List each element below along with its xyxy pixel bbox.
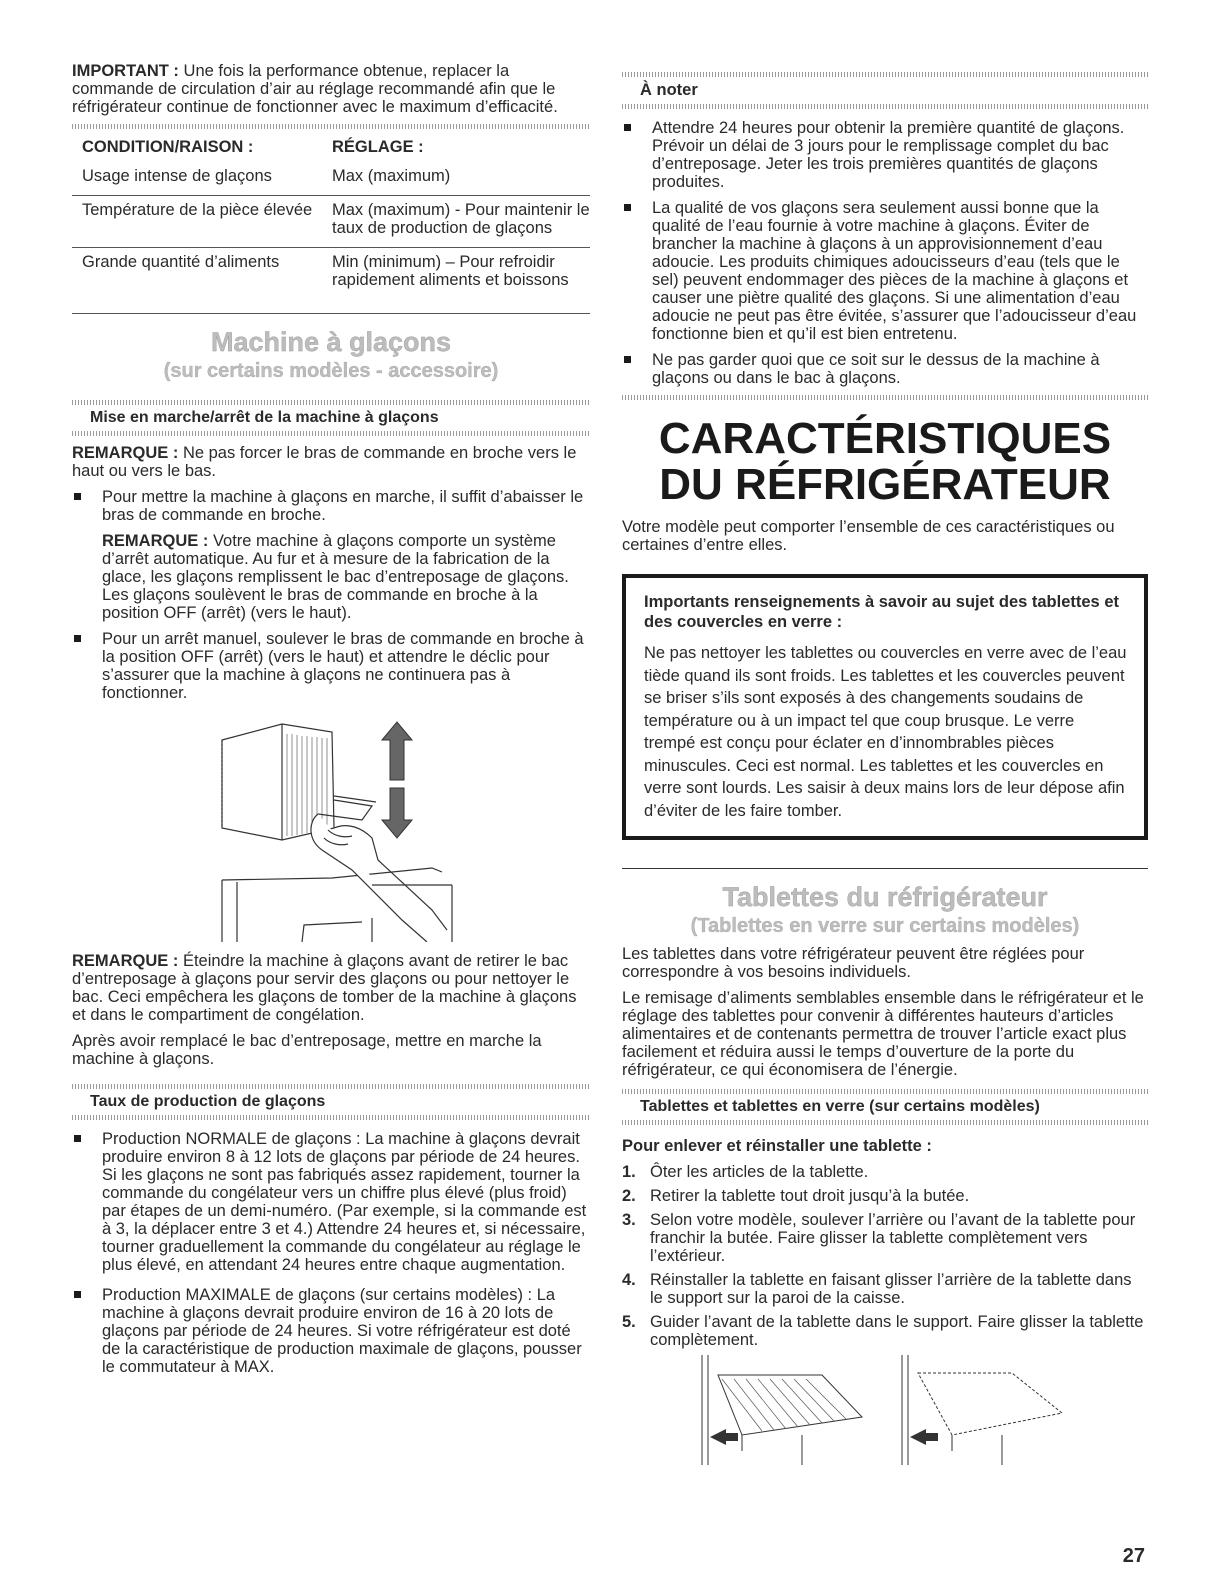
bullet-icon [624,356,631,363]
intro-paragraph: Votre modèle peut comporter l’ensemble de ces caractéristiques ou certaines d’entre elles. [622,518,1115,554]
list-item [622,1211,1148,1265]
list-item-text: Ne pas garder quoi que ce soit sur le dessus de la machine à glaçons ou dans le bac à glaçons. [652,351,1100,387]
list-item-text: Production NORMALE de glaçons : La machine à glaçons devrait produire environ 8 à 12 lots de glaçons par période de 24 heures. Si les glaçons ne sont pas fabriqués assez rapidement, tourner la commande du congélateur vers un chiffre plus élevé (plus froid) par étapes de un demi-numéro. (Par exemple, si la commande est à 3, la déplacer entre 3 et 4.) Attendre 24 heures et, si nécessaire, tourner graduellement la commande du congélateur au réglage le plus élevé, en attendant 24 heures entre chaque augmentation. [102,1130,587,1274]
list-item [622,1313,1148,1349]
list-item [622,351,1148,387]
list-item [72,630,590,702]
remarque-paragraph [72,532,590,622]
rate-heading: Taux de production de glaçons [90,1093,326,1110]
list-item-text: Pour mettre la machine à glaçons en marche, il suffit d’abaisser le bras de commande en broche. [102,488,584,524]
step-text: Ôter les articles de la tablette. [650,1163,869,1181]
remarque-label: REMARQUE : [102,532,209,550]
step-text: Réinstaller la tablette en faisant glisser l’arrière de la tablette dans le support sur la paroi de la caisse. [650,1271,1132,1307]
note-heading: À noter [640,81,698,99]
remarque-text: Éteindre la machine à glaçons avant de retirer le bac d’entreposage à glaçons pour servir des glaçons ou pour nettoyer le bac. Ceci empêchera les glaçons de tomber de la machine à glaçons et dans le compartiment de congélation. [72,952,577,1024]
divider [72,124,590,129]
divider [72,431,590,436]
table-row [72,162,590,196]
shelf-illustrations [622,1355,1148,1465]
table-cell: Grande quantité d’aliments [72,248,322,314]
important-label: IMPORTANT : [72,62,179,80]
onoff-heading: Mise en marche/arrêt de la machine à glaçons [90,409,439,426]
list-item [622,1271,1148,1307]
page-title-line: CARACTÉRISTIQUES [658,414,1112,463]
onoff-list [72,488,590,524]
rate-list [72,1130,590,1376]
page-number: 27 [1122,1545,1145,1567]
divider [622,1120,1148,1125]
divider [72,1115,590,1120]
shelves-subtitle: (Tablettes en verre sur certains modèles) [690,915,1080,937]
left-column [72,62,590,1384]
bullet-icon [74,1291,81,1298]
list-item [72,1130,590,1274]
bullet-icon [74,493,81,500]
list-item [622,1187,1148,1205]
note-list [622,119,1148,387]
step-number: 5. [622,1313,636,1331]
remove-heading: Pour enlever et réinstaller une tablette : [622,1137,932,1155]
page-title-line: DU RÉFRIGÉRATEUR [659,460,1111,509]
divider [622,868,1148,869]
step-text: Selon votre modèle, soulever l’arrière ou l’avant de la tablette pour franchir la butée. Faire glisser la tablette complètement vers l’extérieur. [650,1211,1136,1265]
table-header-reglage: RÉGLAGE : [332,138,424,156]
divider [622,395,1148,400]
right-column [622,72,1148,1465]
table-header-condition: CONDITION/RAISON : [82,138,254,156]
ice-maker-title: Machine à glaçons [210,327,452,357]
remarque-text: Votre machine à glaçons comporte un système d’arrêt automatique. Au fur et à mesure de la fabrication de la glace, les glaçons remplissent le bac d’entreposage de glaçons. Les glaçons soulèvent le bras de commande en broche à la position OFF (arrêt) (vers le haut). [102,532,569,622]
list-item [622,119,1148,191]
steps-list [622,1163,1148,1349]
list-item-text: La qualité de vos glaçons sera seulement aussi bonne que la qualité de l’eau fournie à votre machine à glaçons. Éviter de brancher la machine à glaçons à un approvisionnement d’eau adoucie. Les produits chimiques adoucisseurs d’eau (tels que le sel) peuvent endommager des pièces de la machine à glaçons et causer une piètre qualité des glaçons. Si une alimentation d’eau adoucie ne peut pas être évitée, s’assurer que l’adoucisseur d’eau fonctionne bien et qu’il est bien entretenu. [652,199,1137,343]
remarque-label: REMARQUE : [72,952,179,970]
remarque-label: REMARQUE : [72,444,179,462]
step-number: 4. [622,1271,636,1289]
list-item-text: Pour un arrêt manuel, soulever le bras de commande en broche à la position OFF (arrêt) (vers le haut) et attendre le déclic pour s’assurer que la machine à glaçons ne continuera pas à fonctionner. [102,630,584,702]
list-item-text: Production MAXIMALE de glaçons (sur certains modèles) : La machine à glaçons devrait produire environ de 16 à 20 lots de glaçons par période de 24 heures. Si votre réfrigérateur est doté de la caractéristique de production maximale de glaçons, pousser le commutateur à MAX. [102,1286,582,1376]
table-cell: Min (minimum) – Pour refroidir rapidement aliments et boissons [322,248,590,314]
table-cell: Max (maximum) [322,162,590,196]
table-row [72,196,590,248]
table-row [72,248,590,314]
remarque-text: Ne pas forcer le bras de commande en broche vers le haut ou vers le bas. [72,444,577,480]
bullet-icon [624,204,631,211]
bullet-icon [74,635,81,642]
remarque-paragraph [72,444,590,480]
remarque-paragraph [72,952,590,1024]
onoff-list [72,630,590,702]
shelves-paragraph: Les tablettes dans votre réfrigérateur peuvent être réglées pour correspondre à vos besoins individuels. [622,945,1085,981]
ice-maker-subtitle: (sur certains modèles - accessoire) [163,360,499,382]
page-title [622,416,1148,508]
warning-title: Importants renseignements à savoir au sujet des tablettes et des couvercles en verre : [644,593,1119,631]
warning-box [622,574,1148,840]
step-number: 2. [622,1187,636,1205]
list-item [72,488,590,524]
step-number: 3. [622,1211,636,1229]
important-text: Une fois la performance obtenue, replacer la commande de circulation d’air au réglage recommandé afin que le réfrigérateur continue de fonctionner avec le maximum d’efficacité. [72,62,558,116]
important-paragraph [72,62,590,116]
step-number: 1. [622,1163,636,1181]
ice-maker-illustration [72,710,590,942]
list-item-text: Attendre 24 heures pour obtenir la première quantité de glaçons. Prévoir un délai de 3 jours pour le remplissage complet du bac d’entreposage. Jeter les trois premières quantités de glaçons produites. [652,119,1125,191]
bullet-icon [74,1135,81,1142]
shelves-title: Tablettes du réfrigérateur [722,882,1048,912]
table-cell: Usage intense de glaçons [72,162,322,196]
apres-paragraph: Après avoir remplacé le bac d’entreposage, mettre en marche la machine à glaçons. [72,1032,542,1068]
list-item [622,1163,1148,1181]
list-item [72,1286,590,1376]
table-cell: Température de la pièce élevée [72,196,322,248]
bullet-icon [624,124,631,131]
shelves-paragraph: Le remisage d’aliments semblables ensemble dans le réfrigérateur et le réglage des tablettes pour convenir à différentes hauteurs d’articles alimentaires et de contenants permettra de trouver l’article exact plus facilement et réduira aussi le temps d’ouverture de la porte du réfrigérateur, ce qui économisera de l’énergie. [622,989,1144,1079]
table-cell: Max (maximum) - Pour maintenir le taux de production de glaçons [322,196,590,248]
list-item [622,199,1148,343]
glass-shelves-heading: Tablettes et tablettes en verre (sur certains modèles) [640,1098,1040,1115]
condition-table [72,135,590,314]
divider [622,104,1148,109]
warning-body: Ne pas nettoyer les tablettes ou couvercles en verre avec de l’eau tiède quand ils sont froids. Les tablettes et les couvercles peuvent se briser s’ils sont exposés à des changements soudains de température ou à un impact tel que coup brusque. Le verre trempé est conçu pour éclater en d’innombrables pièces minuscules. Ceci est normal. Les tablettes et les couvercles en verre sont lourds. Les saisir à deux mains lors de leur dépose afin d’éviter de les faire tomber. [644,644,1127,820]
step-text: Guider l’avant de la tablette dans le support. Faire glisser la tablette complètement. [650,1313,1144,1349]
step-text: Retirer la tablette tout droit jusqu’à la butée. [650,1187,970,1205]
